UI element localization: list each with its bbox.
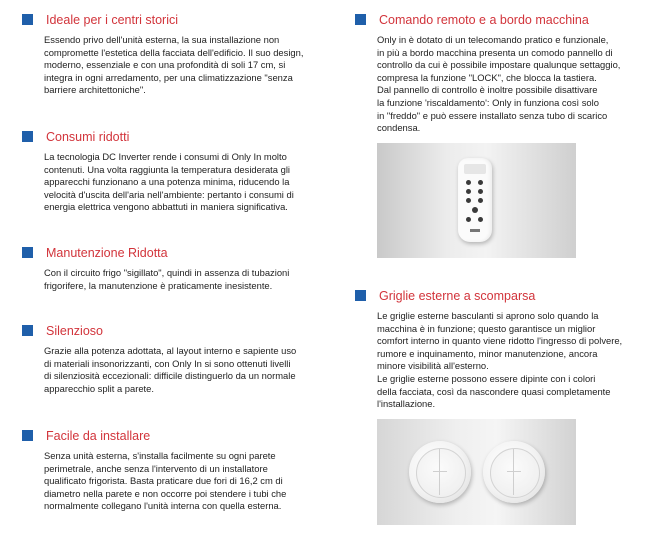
- grille-right: [483, 441, 545, 503]
- remote-button: [478, 217, 483, 222]
- section-manutenzione-ridotta: [22, 245, 289, 292]
- section-consumi-ridotti: [22, 129, 294, 214]
- remote-button: [478, 198, 483, 203]
- text-line: La tecnologia DC Inverter rende i consumi di Only In molto: [44, 151, 287, 162]
- text-line: qualificato frigorista. Basta praticare due fori di 16,2 cm di: [44, 475, 283, 487]
- section-title: Silenzioso: [46, 324, 103, 338]
- text-line: di materiali insonorizzanti, con Only In si sono ottenuti livelli: [44, 357, 291, 369]
- text-line: energia elettrica vengono abbattuti in maniera significativa.: [44, 201, 288, 213]
- bullet-square: [22, 14, 33, 25]
- section-silenzioso: [22, 323, 296, 395]
- text-line: minore visibilità all'esterno.: [377, 360, 489, 372]
- remote-button: [466, 180, 471, 185]
- remote-button: [466, 198, 471, 203]
- grille-seam: [513, 449, 514, 495]
- text-line: velocità d'uscita dell'aria nell'ambiente: pertanto i consumi di: [44, 188, 294, 200]
- text-line: Dal pannello di controllo è inoltre possibile disattivare: [377, 84, 598, 96]
- section-facile-da-installare: [22, 428, 286, 513]
- text-line: Only in è dotato di un telecomando pratico e funzionale,: [377, 34, 609, 45]
- text-line: Con il circuito frigo "sigillato", quindi in assenza di tubazioni: [44, 267, 290, 278]
- section-centri-storici: [22, 12, 303, 97]
- section-body: [355, 34, 620, 135]
- grille-inner: [490, 448, 540, 498]
- section-title: Facile da installare: [46, 429, 151, 443]
- bullet-square: [355, 14, 366, 25]
- text-line: l'installazione.: [377, 398, 436, 410]
- remote-control: [458, 158, 492, 242]
- section-comando-remoto: [355, 12, 620, 135]
- grille-left: [409, 441, 471, 503]
- text-line: frigorifere, la manutenzione è praticamente inesistente.: [44, 279, 273, 291]
- text-line: in "freddo" e può essere installato senza tubo di scarico: [377, 109, 608, 121]
- section-body: [22, 151, 294, 214]
- text-line: di silenziosità eccezionali: difficile distinguerlo da un normale: [44, 370, 296, 382]
- remote-button: [466, 189, 471, 194]
- text-line: Le griglie esterne basculanti si aprono solo quando la: [377, 310, 599, 321]
- grille-seam: [507, 471, 521, 472]
- section-title: Consumi ridotti: [46, 130, 130, 144]
- section-body: [22, 267, 289, 292]
- text-line: apparecchio split a parete.: [44, 382, 154, 394]
- section-griglie-esterne: [355, 288, 622, 411]
- bullet-square: [22, 430, 33, 441]
- bullet-square: [22, 247, 33, 258]
- text-line: contenuti. Una volta raggiunta la temperatura desiderata gli: [44, 163, 290, 175]
- section-body: [22, 34, 303, 97]
- section-title: Manutenzione Ridotta: [46, 246, 168, 260]
- text-line: della facciata, così da nascondere quasi completamente: [377, 385, 611, 397]
- text-line: controllo da cui è possibile impostare qualunque settaggio,: [377, 59, 621, 71]
- external-grilles-photo: [377, 419, 576, 525]
- text-line: diametro nella parete e non occorre poi stendere i tubi che: [44, 487, 287, 499]
- remote-logo: [470, 229, 480, 232]
- section-title: Comando remoto e a bordo macchina: [379, 13, 589, 27]
- text-line: comfort interno in quanto viene ridotto l'ingresso di polvere,: [377, 335, 623, 347]
- bullet-square: [22, 131, 33, 142]
- text-line: normalmente collegano l'unità interna con quella esterna.: [44, 500, 282, 512]
- bullet-square: [22, 325, 33, 336]
- text-line: perimetrale, anche senza l'intervento di un installatore: [44, 462, 268, 474]
- text-line: integra in ogni arredamento, per una climatizzazione "senza: [44, 71, 293, 83]
- section-body: [22, 345, 296, 395]
- grille-seam: [439, 449, 440, 495]
- remote-button: [466, 217, 471, 222]
- text-line: barriere architettoniche".: [44, 84, 146, 96]
- remote-screen: [464, 164, 486, 174]
- text-line: in più a bordo macchina presenta un comodo pannello di: [377, 46, 613, 58]
- text-line: condensa.: [377, 122, 421, 134]
- grille-inner: [416, 448, 466, 498]
- text-line: compromette l'estetica della facciata dell'edificio. Il suo design,: [44, 46, 304, 58]
- remote-button: [478, 180, 483, 185]
- text-line: macchina è in funzione; questo garantisce un miglior: [377, 322, 596, 334]
- text-line: compresa la funzione "LOCK", che blocca la tastiera.: [377, 71, 597, 83]
- text-line: Le griglie esterne possono essere dipinte con i colori: [377, 372, 596, 384]
- section-title: Ideale per i centri storici: [46, 13, 179, 27]
- section-body: [22, 450, 286, 513]
- grille-seam: [433, 471, 447, 472]
- remote-button: [478, 189, 483, 194]
- section-body: [355, 310, 622, 411]
- text-line: moderno, essenziale e con una profondità di soli 17 cm, si: [44, 59, 286, 71]
- remote-control-photo: [377, 143, 576, 258]
- text-line: apparecchi funzionano a una potenza minima, riducendo la: [44, 176, 290, 188]
- text-line: Essendo privo dell'unità esterna, la sua installazione non: [44, 34, 280, 45]
- text-line: Senza unità esterna, s'installa facilmente su ogni parete: [44, 450, 276, 461]
- text-line: Grazie alla potenza adottata, al layout interno e sapiente uso: [44, 345, 297, 356]
- text-line: la funzione 'riscaldamento': Only in funziona così solo: [377, 96, 599, 108]
- remote-button: [472, 207, 478, 213]
- bullet-square: [355, 290, 366, 301]
- section-title: Griglie esterne a scomparsa: [379, 289, 536, 303]
- text-line: rumore e inquinamento, minor manutenzione, ancora: [377, 347, 598, 359]
